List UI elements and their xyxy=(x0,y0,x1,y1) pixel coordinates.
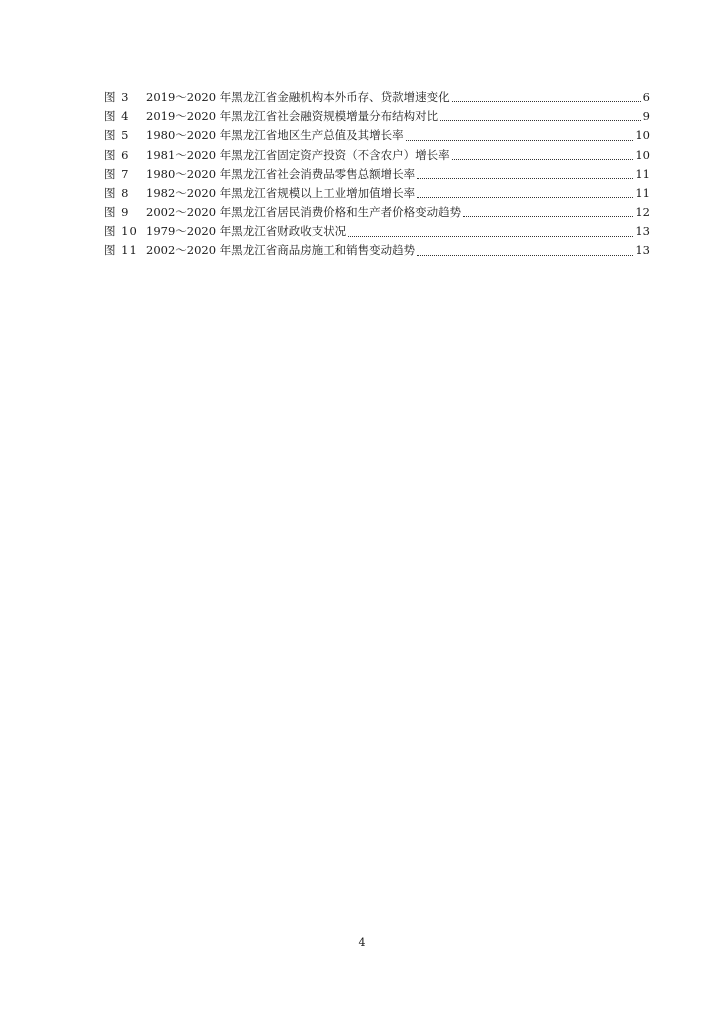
page-reference: 13 xyxy=(635,224,650,239)
figure-title: 1979～2020 年黑龙江省财政收支状况 xyxy=(146,224,347,239)
page-reference: 10 xyxy=(635,128,650,143)
figure-title: 2019～2020 年黑龙江省金融机构本外币存、贷款增速变化 xyxy=(146,89,450,104)
figure-label: 图 7 xyxy=(104,166,130,181)
page-reference: 13 xyxy=(635,243,650,258)
figure-label: 图 6 xyxy=(104,147,130,162)
toc-entry-fig-9[interactable] xyxy=(104,203,650,222)
figure-title: 2019～2020 年黑龙江省社会融资规模增量分布结构对比 xyxy=(146,109,439,124)
toc-entry-fig-4[interactable] xyxy=(104,107,650,126)
figure-table-of-contents xyxy=(104,88,650,261)
toc-entry-fig-10[interactable] xyxy=(104,222,650,241)
figure-title: 1982～2020 年黑龙江省规模以上工业增加值增长率 xyxy=(146,185,416,200)
toc-entry-fig-5[interactable] xyxy=(104,126,650,145)
page-number: 4 xyxy=(358,936,366,949)
page-reference: 9 xyxy=(642,109,650,124)
dot-leader xyxy=(452,100,641,102)
figure-title: 1980～2020 年黑龙江省地区生产总值及其增长率 xyxy=(146,128,404,143)
toc-entry-fig-11[interactable] xyxy=(104,242,650,261)
dot-leader xyxy=(463,215,633,217)
toc-entry-fig-8[interactable] xyxy=(104,184,650,203)
page-reference: 11 xyxy=(635,185,650,200)
dot-leader xyxy=(417,177,633,179)
page-reference: 10 xyxy=(635,147,650,162)
page-reference: 11 xyxy=(635,166,650,181)
dot-leader xyxy=(452,158,634,160)
figure-label: 图 5 xyxy=(104,128,130,143)
page-reference: 12 xyxy=(635,205,650,220)
dot-leader xyxy=(406,139,634,141)
figure-label: 图 9 xyxy=(104,205,130,220)
figure-title: 1980～2020 年黑龙江省社会消费品零售总额增长率 xyxy=(146,166,416,181)
toc-entry-fig-7[interactable] xyxy=(104,165,650,184)
dot-leader xyxy=(348,235,633,237)
figure-label: 图 3 xyxy=(104,89,130,104)
figure-title: 1981～2020 年黑龙江省固定资产投资（不含农户）增长率 xyxy=(146,147,450,162)
figure-label: 图 8 xyxy=(104,185,130,200)
figure-label: 图 10 xyxy=(104,224,138,239)
figure-label: 图 11 xyxy=(104,243,138,258)
figure-title: 2002～2020 年黑龙江省商品房施工和销售变动趋势 xyxy=(146,243,416,258)
page-reference: 6 xyxy=(642,89,650,104)
toc-entry-fig-3[interactable] xyxy=(104,88,650,107)
figure-title: 2002～2020 年黑龙江省居民消费价格和生产者价格变动趋势 xyxy=(146,205,462,220)
dot-leader xyxy=(440,119,640,121)
dot-leader xyxy=(417,196,633,198)
toc-entry-fig-6[interactable] xyxy=(104,146,650,165)
dot-leader xyxy=(417,254,633,256)
figure-label: 图 4 xyxy=(104,109,130,124)
